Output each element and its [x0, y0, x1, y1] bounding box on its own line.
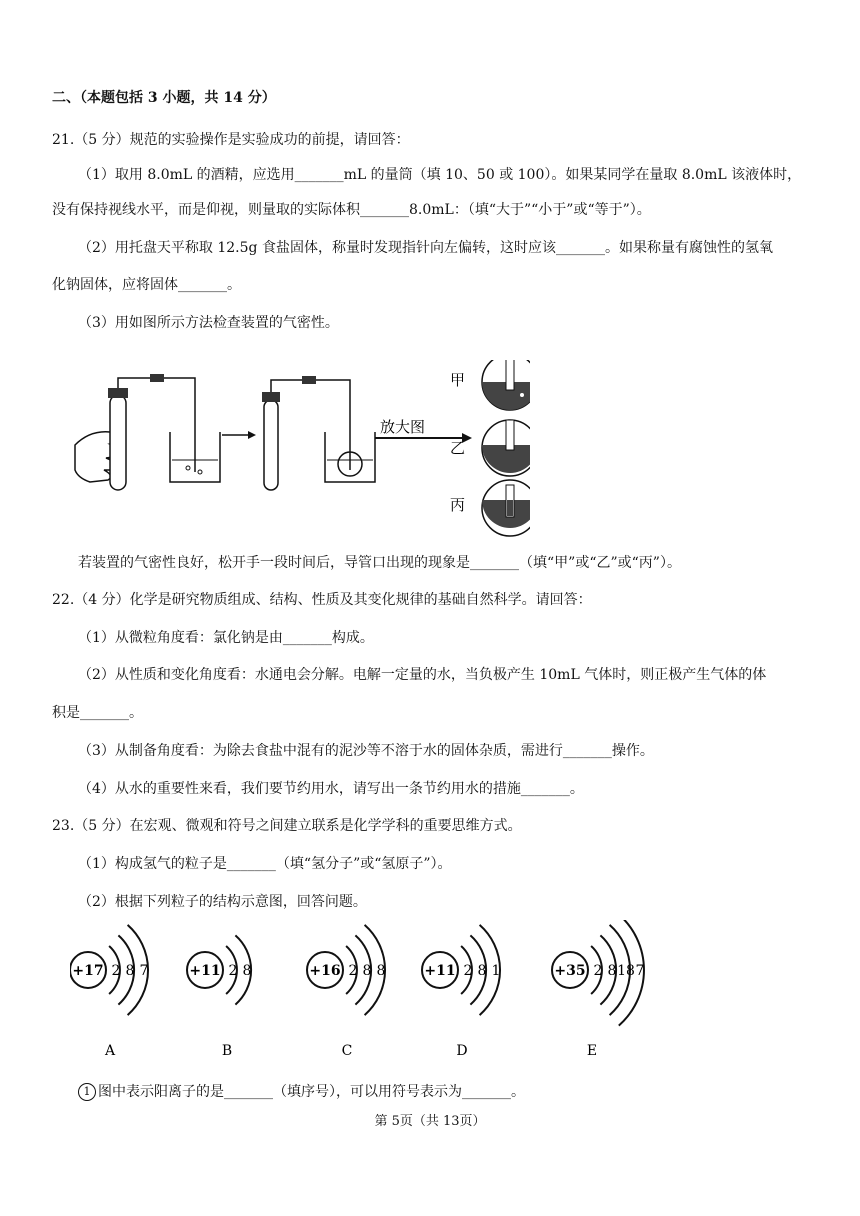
- q22-part1: （1）从微粒角度看：氯化钠是由_______构成。: [78, 630, 374, 646]
- q21-part1-line1: （1）取用 8.0mL 的酒精，应选用_______mL 的量筒（填 10、50 或 100）。如果某同学在量取 8.0mL 该液体时，: [78, 167, 802, 183]
- q23-sub1: [78, 1082, 525, 1102]
- particle-structure-figure: [70, 920, 690, 1070]
- particle-letter: E: [586, 1043, 598, 1059]
- electron-count: 8: [242, 963, 252, 979]
- electron-count: 8: [362, 963, 372, 979]
- electron-count: 8: [125, 963, 135, 979]
- nucleus-charge: +17: [72, 963, 104, 979]
- label-yi: 乙: [450, 439, 466, 457]
- electron-count: 2: [463, 963, 473, 979]
- nucleus-charge: +35: [554, 963, 586, 979]
- tube-joint-right: [302, 376, 316, 384]
- delivery-tube-right: [271, 380, 350, 470]
- q21-part1-line2: 没有保持视线水平，而是仰视，则量取的实际体积_______8.0mL：（填“大于”“小于”或“等于”）。: [52, 202, 651, 218]
- nucleus-charge: +11: [189, 963, 221, 979]
- stopper-left: [108, 388, 128, 398]
- q21-part2-line1: （2）用托盘天平称取 12.5g 食盐固体，称量时发现指针向左偏转，这时应该_______。如果称量有腐蚀性的氢氧: [78, 240, 773, 256]
- label-bing: 丙: [450, 496, 466, 514]
- nucleus-charge: +11: [424, 963, 456, 979]
- electron-count: 2: [111, 963, 121, 979]
- label-jia: 甲: [450, 371, 466, 389]
- nucleus-charge: +16: [309, 963, 341, 979]
- page-footer: 第 5页（共 13页）: [374, 1114, 486, 1129]
- q21-stem: 21.（5 分）规范的实验操作是实验成功的前提，请回答：: [52, 132, 410, 148]
- electron-count: 2: [228, 963, 238, 979]
- q21-part3: （3）用如图所示方法检查装置的气密性。: [78, 315, 339, 331]
- magnified-view-bing: [482, 480, 530, 536]
- q23-part1: （1）构成氢气的粒子是_______（填“氢分子”或“氢原子”）。: [78, 856, 452, 872]
- section-title: 二、（本题包括 3 小题，共 14 分）: [52, 90, 276, 106]
- particle-diagram-e: [552, 920, 644, 1059]
- q22-stem: 22.（4 分）化学是研究物质组成、结构、性质及其变化规律的基础自然科学。请回答：: [52, 592, 592, 608]
- particle-diagram-a: [70, 925, 148, 1059]
- delivery-tube-left: [118, 378, 195, 472]
- particle-letter: B: [221, 1043, 233, 1059]
- electron-count: 8: [607, 963, 617, 979]
- electron-count: 7: [139, 963, 149, 979]
- particle-diagram-d: [422, 925, 500, 1059]
- magnified-view-yi: [482, 420, 530, 476]
- q21-part3-question: 若装置的气密性良好，松开手一段时间后，导管口出现的现象是_______（填“甲”或“乙”或“丙”）。: [78, 555, 681, 571]
- particle-letter: A: [104, 1043, 116, 1059]
- bubble-icon: [198, 470, 202, 474]
- stopper-right: [262, 392, 280, 402]
- q22-part2-line2: 积是_______。: [52, 705, 143, 721]
- electron-count: 18: [617, 963, 635, 979]
- zoom-label: 放大图: [380, 418, 426, 436]
- tube-joint-left: [150, 374, 164, 382]
- q21-part2-line2: 化钠固体，应将固体_______。: [52, 277, 241, 293]
- electron-count: 8: [376, 963, 386, 979]
- electron-count: 2: [593, 963, 603, 979]
- particle-letter: D: [456, 1043, 468, 1059]
- particle-diagram-c: [307, 925, 385, 1059]
- test-tube-right: [264, 400, 278, 490]
- q22-part4: （4）从水的重要性来看，我们要节约用水，请写出一条节约用水的措施_______。: [78, 781, 584, 797]
- electron-count: 8: [477, 963, 487, 979]
- bubble-icon: [186, 466, 190, 470]
- q22-part3: （3）从制备角度看：为除去食盐中混有的泥沙等不溶于水的固体杂质，需进行_______操作。: [78, 743, 654, 759]
- q23-sub1-text: 图中表示阳离子的是_______（填序号），可以用符号表示为_______。: [98, 1084, 525, 1100]
- electron-count: 1: [491, 963, 501, 979]
- test-tube-left: [110, 395, 126, 490]
- particle-diagram-b: [187, 935, 251, 1059]
- particle-letter: C: [341, 1043, 353, 1059]
- q22-part2-line1: （2）从性质和变化角度看：水通电会分解。电解一定量的水，当负极产生 10mL 气体时，则正极产生气体的体: [78, 667, 767, 683]
- airtightness-figure: [70, 360, 530, 540]
- electron-count: 7: [635, 963, 645, 979]
- electron-count: 2: [348, 963, 358, 979]
- q23-stem: 23.（5 分）在宏观、微观和符号之间建立联系是化学学科的重要思维方式。: [52, 818, 522, 834]
- arrow-right-icon: [248, 431, 256, 439]
- q23-part2: （2）根据下列粒子的结构示意图，回答问题。: [78, 894, 367, 910]
- circled-number-marker: 1: [78, 1083, 96, 1101]
- magnified-view-jia: [482, 360, 530, 410]
